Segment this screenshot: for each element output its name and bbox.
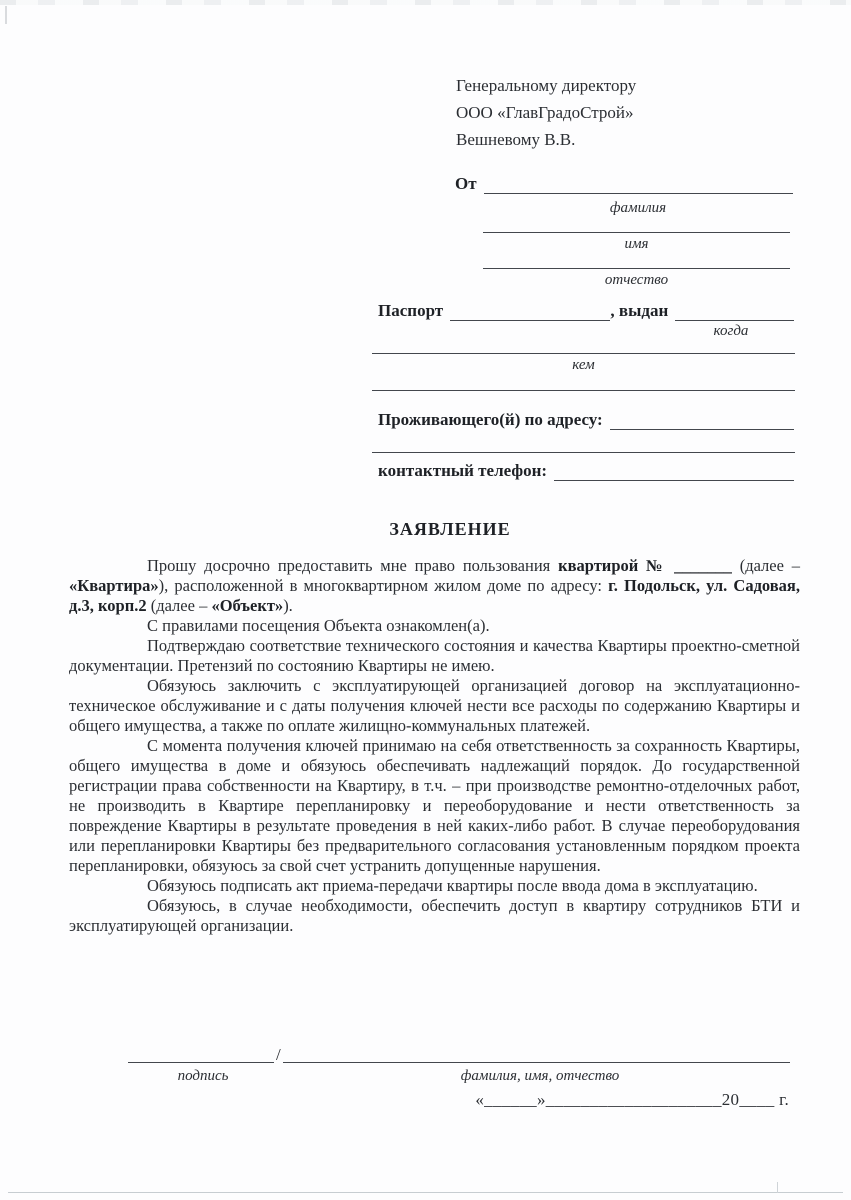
date-blank-line: «______»____________________20____ г. <box>475 1090 789 1109</box>
residence-address-label: Проживающего(й) по адресу: <box>378 410 603 429</box>
fullname-blank-line <box>283 1048 790 1063</box>
firstname-caption: имя <box>624 236 649 252</box>
scan-bottom-corner-artifact <box>777 1182 778 1193</box>
paragraph-maintenance: Обязуюсь заключить с эксплуатирующей организацией договор на эксплуатационно-техническое обслуживание и с даты получения ключей нести все расходы по содержанию Квартиры и общего имущества, а также по оплате жилищно-коммунальных платежей. <box>69 676 800 735</box>
contact-phone-field <box>378 461 794 481</box>
residence-address-blank-line <box>610 415 794 430</box>
passport-issued-label: , выдан <box>610 301 669 320</box>
patronymic-blank-line <box>483 247 790 269</box>
passport-extra-blank-line <box>372 371 795 391</box>
signature-caption: подпись <box>177 1068 229 1084</box>
fullname-caption: фамилия, имя, отчество <box>460 1068 620 1084</box>
signature-blank-line <box>128 1048 274 1063</box>
passport-date-blank-line <box>675 306 794 321</box>
passport-issuer-blank-line <box>372 334 795 354</box>
body-text <box>69 556 800 936</box>
patronymic-caption: отчество <box>604 272 669 288</box>
residence-address-field <box>378 410 794 430</box>
passport-label: Паспорт <box>378 301 444 320</box>
scan-bottom-edge-artifact <box>8 1192 843 1193</box>
passport-by-caption: кем <box>572 357 595 373</box>
addressee-line-3: Вешневому В.В. <box>456 130 576 149</box>
passport-when-caption: когда <box>713 323 749 339</box>
from-field <box>455 174 793 194</box>
contact-phone-label: контактный телефон: <box>378 461 548 480</box>
paragraph-access: Обязуюсь, в случае необходимости, обеспечить доступ в квартиру сотрудников БТИ и эксплуатирующей организации. <box>69 896 800 935</box>
addressee-line-1: Генеральному директору <box>456 76 637 95</box>
addressee-line-2: ООО «ГлавГрадоСтрой» <box>456 103 634 122</box>
paragraph-responsibility: С момента получения ключей принимаю на себя ответственность за сохранность Квартиры, общего имущества в доме и обязуюсь обеспечивать надлежащий порядок. До государственной регистрации права собственности на Квартиру, в т.ч. – при производстве ремонтно-отделочных работ, не производить в Квартире перепланировку и переоборудование и нести ответственность за повреждение Квартиры в результате проведения в ней каких-либо работ. В случае переоборудования или перепланировки Квартиры без предварительного согласования установленным порядком проекта перепланировки, обязуюсь за свой счет устранить допущенные нарушения. <box>69 736 800 875</box>
firstname-blank-line <box>483 211 790 233</box>
surname-caption: фамилия <box>609 200 667 216</box>
paragraph-acceptance-act: Обязуюсь подписать акт приема-передачи квартиры после ввода дома в эксплуатацию. <box>147 876 758 895</box>
signature-separator: / <box>276 1045 281 1064</box>
passport-number-blank-line <box>450 306 610 321</box>
paragraph-request: Прошу досрочно предоставить мне право пользования квартирой № _______ (далее – «Квартира»), расположенной в многоквартирном жилом доме по адресу: г. Подольск, ул. Садовая, д.3, корп.2 (далее – «Объект»). <box>69 556 800 615</box>
signature-field <box>128 1046 790 1063</box>
contact-phone-blank-line <box>554 466 794 481</box>
paragraph-rules: С правилами посещения Объекта ознакомлен(а). <box>147 616 490 635</box>
document-title: ЗАЯВЛЕНИЕ <box>389 519 511 539</box>
residence-address-blank-line-2 <box>372 433 795 453</box>
addressee-block <box>456 72 636 153</box>
surname-blank-line <box>484 179 793 194</box>
from-label: От <box>455 174 477 193</box>
passport-field <box>378 301 794 321</box>
scan-left-edge-artifact <box>5 6 7 24</box>
paragraph-condition: Подтверждаю соответствие технического состояния и качества Квартиры проектно-сметной документации. Претензий по состоянию Квартиры не имею. <box>69 636 800 675</box>
scan-top-edge-artifact <box>0 0 851 5</box>
